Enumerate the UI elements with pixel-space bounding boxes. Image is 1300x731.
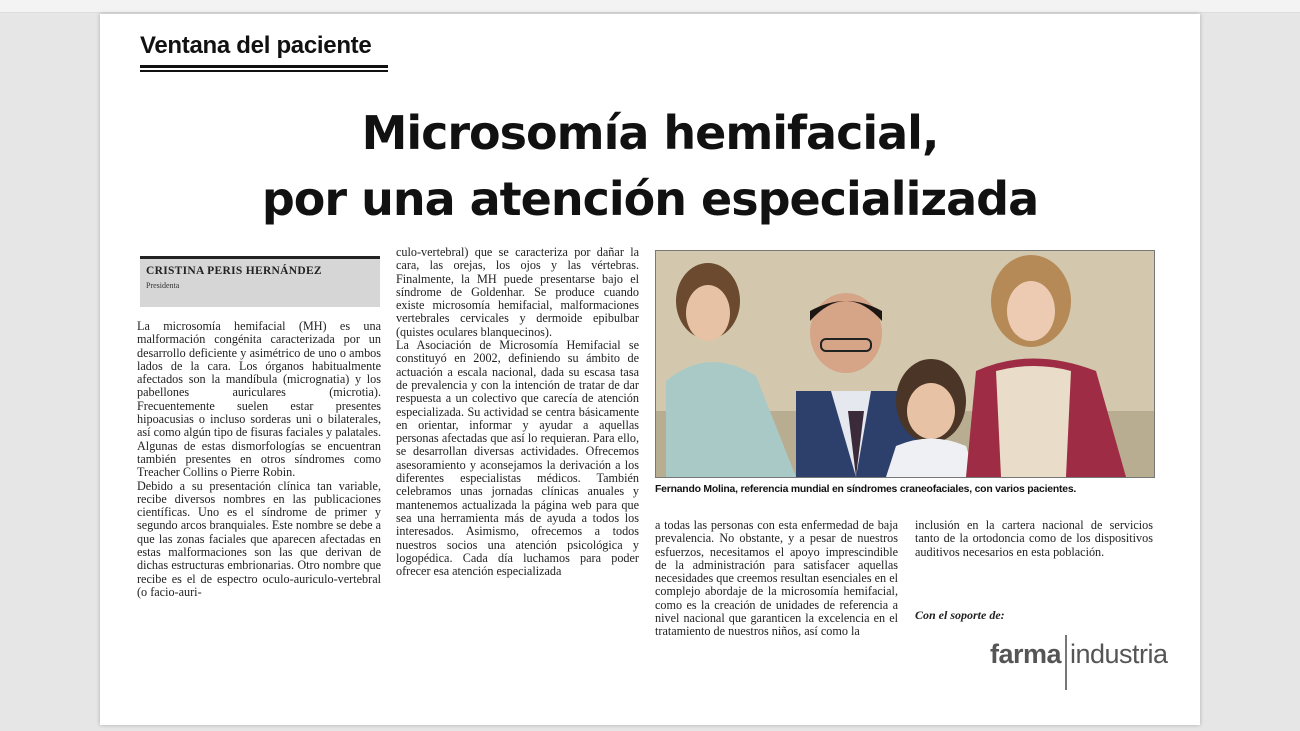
paragraph: culo-vertebral) que se caracteriza por dañar la cara, las orejas, los ojos y las vértebras. Finalmente, la MH puede presentarse bajo el síndrome de Goldenhar. Se produce cuando existe microsomía hemifacial, malformaciones vertebrales cervicales y dermoide epibulbar (quistes oculares blanquecinos). xyxy=(396,246,639,339)
paragraph: inclusión en la cartera nacional de servicios tanto de la ortodoncia como de los dispositivos auditivos necesarios en esta población. xyxy=(915,519,1153,559)
logo-part-farma: farma xyxy=(990,639,1062,669)
article-photo xyxy=(655,250,1155,478)
logo-divider xyxy=(1065,635,1067,690)
author-box xyxy=(140,256,380,307)
paragraph: La microsomía hemifacial (MH) es una malformación congénita caracterizada por un desarrollo deficiente y asimétrico de uno o ambos lados de la cara. Los órganos habitualmente afectados son la mandíbula (micrognatia) y los pabellones auriculares (microtia). Frecuentemente suelen estar presentes hipoacusias o incluso sorderas uni o bilaterales, así como algún tipo de fisuras faciales y palatales. Algunas de estas dismorfologías se encuentran también presentes en otros síndromes como Treacher Collins o Pierre Robin. xyxy=(137,320,381,480)
text-column-3 xyxy=(655,519,898,691)
logo-part-industria: industria xyxy=(1070,639,1168,669)
text-column-4 xyxy=(915,519,1153,589)
document-page xyxy=(100,14,1200,725)
article-title xyxy=(100,100,1200,232)
paragraph: a todas las personas con esta enfermedad de baja prevalencia. No obstante, y a pesar de nuestros esfuerzos, necesitamos el apoyo imprescindible de la administración para satisfacer aquellas necesidades que creemos resultan esenciales en el complejo abordaje de la microsomía hemifacial, como es la creación de unidades de referencia a nivel nacional que garanticen la excelencia en el tratamiento de nuestros niños, así como la xyxy=(655,519,898,639)
section-rule-thin xyxy=(140,70,388,72)
section-rule-thick xyxy=(140,65,388,68)
title-line-1: Microsomía hemifacial, xyxy=(361,106,939,160)
text-column-2 xyxy=(396,246,639,693)
viewer-toolbar-strip xyxy=(0,0,1300,13)
photo-caption: Fernando Molina, referencia mundial en síndromes craneofaciales, con varios pacientes. xyxy=(655,484,1077,495)
author-role: Presidenta xyxy=(146,281,180,290)
farmaindustria-logo xyxy=(990,639,1168,691)
author-name: CRISTINA PERIS HERNÁNDEZ xyxy=(146,265,322,277)
paragraph: Debido a su presentación clínica tan variable, recibe diversos nombres en las publicaciones científicas. Uno es el síndrome de primer y segundo arcos branquiales. Este nombre se debe a que las zonas faciales que aparecen afectadas en estas malformaciones son las que derivan de dichas estructuras embrionarias. Otro nombre que recibe es el de espectro oculo-auriculo-vertebral (o facio-auri- xyxy=(137,478,381,599)
support-label: Con el soporte de: xyxy=(915,608,1005,622)
text-column-1 xyxy=(137,320,381,692)
paragraph: La Asociación de Microsomía Hemifacial se constituyó en 2002, definiendo su ámbito de actuación a escala nacional, dada su escasa tasa de prevalencia y con la intención de tratar de dar respuesta a un colectivo que carecía de atención especializada. Su actividad se centra básicamente en orientar, informar y ayudar a aquellas personas afectadas que así lo requieran. Para ello, se desarrollan diversas actividades. Ofrecemos asesoramiento y aconsejamos la derivación a los diferentes especialistas médicos. También celebramos unas jornadas clínicas anuales y mantenemos actualizada la página web para que sea una herramienta más de ayuda a todos los interesados. Asimismo, ofrecemos a todos nuestros socios una atención psicológica y logopédica. Cada día luchamos para poder ofrecer esa atención especializada xyxy=(396,338,639,579)
photo-illustration xyxy=(656,251,1154,477)
section-heading: Ventana del paciente xyxy=(140,32,372,59)
title-line-2: por una atención especializada xyxy=(261,172,1039,226)
